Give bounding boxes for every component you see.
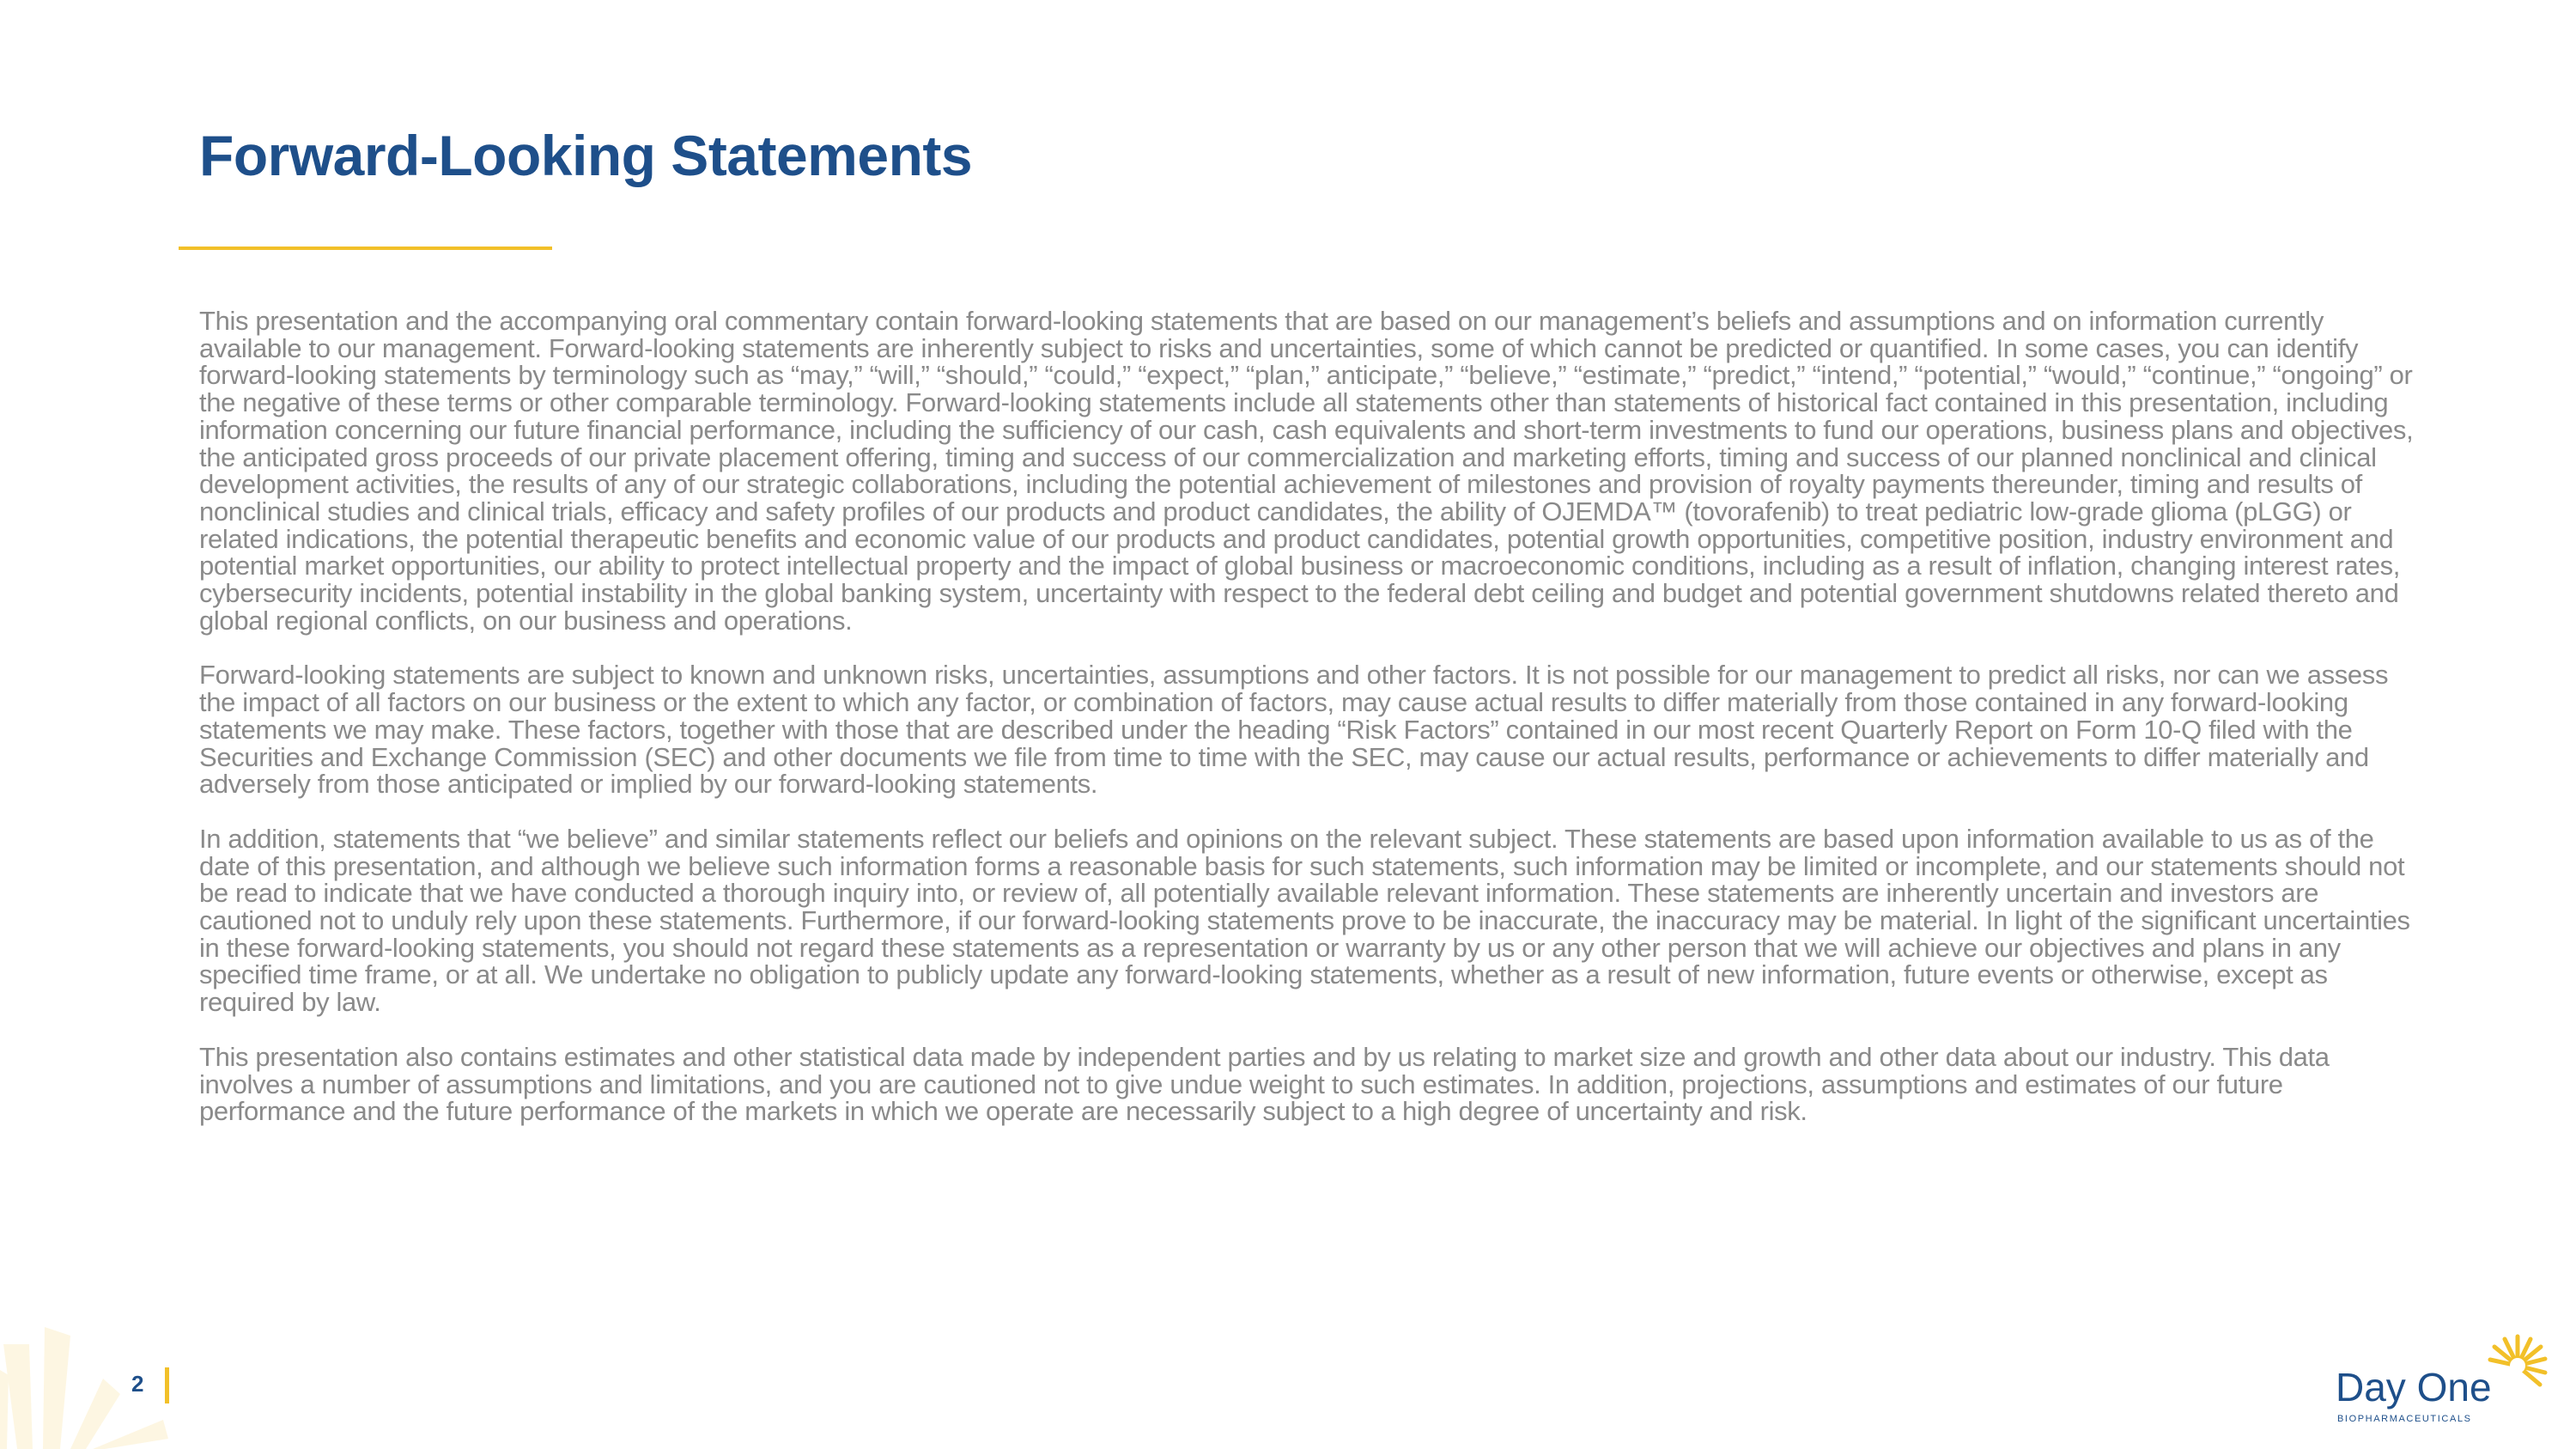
logo-tagline: BIOPHARMACEUTICALS [2337, 1414, 2472, 1424]
logo-wordmark: Day One [2336, 1365, 2492, 1409]
company-logo [2336, 1331, 2542, 1426]
paragraph-4: This presentation also contains estimates and other statistical data made by independent parties and by us relating to market size and growth and other data about our industry. This data involves a number of assumptions and limitations, and you are cautioned not to give undue weight to such estimates. In addition, projections, assumptions and estimates of our future performance and the future performance of the markets in which we operate are necessarily subject to a high degree of uncertainty and risk. [199, 1041, 2330, 1127]
body-text [199, 307, 2423, 1125]
page-number-bar [165, 1367, 169, 1403]
sun-icon [2487, 1331, 2549, 1393]
paragraph-3: In addition, statements that “we believe” and similar statements reflect our beliefs and opinions on the relevant subject. These statements are based upon information available to us as of the date of this presentation, and although we believe such information forms a reasonable basis for such statements, such information may be limited or incomplete, and our statements should not be read to indicate that we have conducted a thorough inquiry into, or review of, all potentially available relevant information. These statements are inherently uncertain and investors are cautioned not to unduly rely upon these statements. Furthermore, if our forward-looking statements prove to be inaccurate, the inaccuracy may be material. In light of the significant uncertainties in these forward-looking statements, you should not regard these statements as a representation or warranty by us or any other person that we will achieve our objectives and plans in any specified time frame, or at all. We undertake no obligation to publicly update any forward-looking statements, whether as a result of new information, future events or otherwise, except as required by law. [199, 823, 2410, 1018]
paragraph-1: This presentation and the accompanying oral commentary contain forward-looking statements that are based on our management’s beliefs and assumptions and on information currently available to our management. Forward-looking statements are inherently subject to risks and uncertainties, some of which cannot be predicted or quantified. In some cases, you can identify forward-looking statements by terminology such as “may,” “will,” “should,” “could,” “expect,” “plan,” anticipate,” “believe,” “estimate,” “predict,” “intend,” “potential,” “would,” “continue,” “ongoing” or the negative of these terms or other comparable terminology. Forward-looking statements include all statements other than statements of historical fact contained in this presentation, including information concerning our future financial performance, including the sufficiency of our cash, cash equivalents and short-term investments to fund our operations, business plans and objectives, the anticipated gross proceeds of our private placement offering, timing and success of our commercialization and marketing efforts, timing and success of our planned nonclinical and clinical development activities, the results of any of our strategic collaborations, including the potential achievement of milestones and provision of royalty payments thereunder, timing and results of nonclinical studies and clinical trials, efficacy and safety profiles of our products and product candidates, the ability of OJEMDA™ (tovorafenib) to treat pediatric low-grade glioma (pLGG) or related indications, the potential therapeutic benefits and economic value of our products and product candidates, potential growth opportunities, competitive position, industry environment and potential market opportunities, our ability to protect intellectual property and the impact of global business or macroeconomic conditions, including as a result of inflation, changing interest rates, cybersecurity incidents, potential instability in the global banking system, uncertainty with respect to the federal debt ceiling and budget and potential government shutdowns related thereto and global regional conflicts, on our business and operations. [199, 306, 2414, 636]
title-underline [179, 247, 552, 250]
paragraph-2: Forward-looking statements are subject to known and unknown risks, uncertainties, assumptions and other factors. It is not possible for our management to predict all risks, nor can we assess the impact of all factors on our business or the extent to which any factor, or combination of factors, may cause actual results to differ materially from those contained in any forward-looking statements we may make. These factors, together with those that are described under the heading “Risk Factors” contained in our most recent Quarterly Report on Form 10-Q filed with the Securities and Exchange Commission (SEC) and other documents we file from time to time with the SEC, may cause our actual results, performance or achievements to differ materially and adversely from those anticipated or implied by our forward-looking statements. [199, 660, 2389, 800]
page-number: 2 [131, 1371, 144, 1397]
slide-title: Forward-Looking Statements [199, 124, 973, 187]
sunburst-decoration [0, 1318, 249, 1449]
